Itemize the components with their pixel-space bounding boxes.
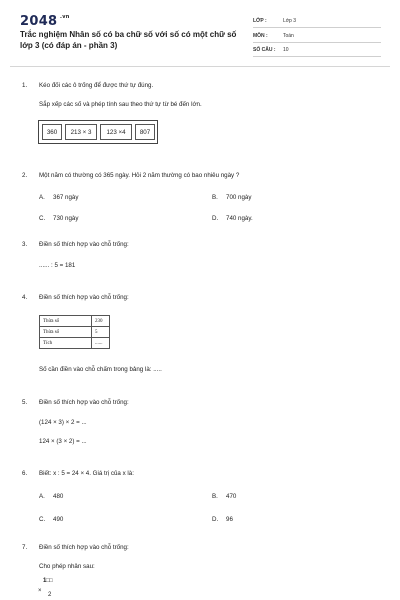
answer-option-a[interactable] — [39, 493, 63, 500]
question-7-sub: Cho phép nhân sau: — [39, 563, 95, 570]
question-7-number: 7. — [22, 544, 28, 551]
option-letter: B. — [212, 493, 218, 500]
factor-table — [39, 315, 110, 349]
document-title: Trắc nghiệm Nhân số có ba chữ số với số có một chữ số lớp 3 (có đáp án - phần 3) — [20, 30, 237, 50]
question-6-number: 6. — [22, 470, 28, 477]
question-3-text: Điền số thích hợp vào chỗ trống: — [39, 241, 129, 248]
question-4 — [22, 294, 129, 301]
table-cell: 230 — [92, 316, 110, 327]
drag-item[interactable]: 123 ×4 — [100, 124, 132, 140]
table-cell: Thừa số — [40, 316, 92, 327]
meta-subject — [253, 31, 381, 43]
question-2-number: 2. — [22, 172, 28, 179]
drag-item[interactable]: 213 × 3 — [65, 124, 97, 140]
question-1 — [22, 82, 153, 89]
times-sign: × — [38, 588, 42, 594]
question-5-text: Điền số thích hợp vào chỗ trống: — [39, 399, 129, 406]
question-6 — [22, 470, 134, 477]
answer-option-a[interactable] — [39, 194, 78, 201]
question-5-line-2[interactable]: 124 × (3 × 2) = ... — [39, 438, 87, 445]
table-cell: Thừa số — [40, 327, 92, 338]
option-text: 470 — [226, 493, 237, 500]
meta-subject-key: MÔN : — [253, 33, 268, 39]
table-cell: Tích — [40, 338, 92, 349]
question-6-text: Biết: x : 5 = 24 × 4. Giá trị của x là: — [39, 470, 134, 477]
question-5-line-1[interactable]: (124 × 3) × 2 = ... — [39, 419, 87, 426]
table-cell: 5 — [92, 327, 110, 338]
option-text: 96 — [226, 516, 233, 523]
option-text: 480 — [53, 493, 64, 500]
question-4-text: Điền số thích hợp vào chỗ trống: — [39, 294, 129, 301]
meta-class — [253, 16, 381, 28]
multiplier: 2 — [48, 592, 52, 598]
answer-option-b[interactable] — [212, 493, 236, 500]
answer-option-d[interactable] — [212, 516, 233, 523]
answer-option-c[interactable] — [39, 516, 63, 523]
answer-option-b[interactable] — [212, 194, 251, 201]
option-letter: D. — [212, 215, 219, 222]
meta-class-value: Lớp 3 — [283, 18, 297, 24]
question-1-instruction: Sắp xếp các số và phép tính sau theo thứ tự từ bé đến lớn. — [39, 101, 202, 108]
question-2-text: Một năm có thường có 365 ngày. Hỏi 2 năm thường có bao nhiêu ngày ? — [39, 172, 240, 179]
question-1-number: 1. — [22, 82, 28, 89]
drag-item[interactable]: 360 — [42, 124, 62, 140]
option-text: 740 ngày. — [226, 215, 253, 222]
table-row — [40, 327, 110, 338]
question-5-number: 5. — [22, 399, 28, 406]
table-row — [40, 316, 110, 327]
question-4-note: Số cần điền vào chỗ chấm trong bảng là: ..... — [39, 366, 162, 373]
question-3 — [22, 241, 129, 248]
header-divider — [10, 66, 390, 67]
question-7 — [22, 544, 129, 551]
option-letter: A. — [39, 194, 45, 201]
question-7-text: Điền số thích hợp vào chỗ trống: — [39, 544, 129, 551]
question-3-blank[interactable]: ...... : 5 = 181 — [39, 262, 76, 269]
question-2 — [22, 172, 239, 179]
answer-option-d[interactable] — [212, 215, 253, 222]
site-logo[interactable] — [20, 14, 70, 29]
drag-item[interactable]: 807 — [135, 124, 155, 140]
table-row — [40, 338, 110, 349]
option-text: 730 ngày — [53, 215, 79, 222]
meta-count — [253, 45, 381, 57]
meta-count-key: SỐ CÂU : — [253, 47, 276, 53]
question-4-number: 4. — [22, 294, 28, 301]
logo-text: 2048 — [20, 14, 58, 29]
meta-count-value: 10 — [283, 47, 289, 53]
question-1-text: Kéo đối các ô trống để được thứ tự đúng. — [39, 82, 154, 89]
option-letter: C. — [39, 215, 46, 222]
option-letter: B. — [212, 194, 218, 201]
drag-items-box — [38, 120, 158, 144]
meta-subject-value: Toán — [283, 33, 294, 39]
question-3-number: 3. — [22, 241, 28, 248]
meta-class-key: LỚP : — [253, 18, 267, 24]
option-letter: D. — [212, 516, 219, 523]
option-letter: C. — [39, 516, 46, 523]
option-text: 700 ngày — [226, 194, 252, 201]
question-5 — [22, 399, 129, 406]
option-text: 367 ngày — [53, 194, 79, 201]
option-text: 490 — [53, 516, 64, 523]
option-letter: A. — [39, 493, 45, 500]
answer-option-c[interactable] — [39, 215, 78, 222]
logo-domain: .vn — [60, 14, 70, 20]
table-cell-blank[interactable]: ...... — [92, 338, 110, 349]
multiplicand[interactable]: 1□□ — [43, 578, 53, 584]
